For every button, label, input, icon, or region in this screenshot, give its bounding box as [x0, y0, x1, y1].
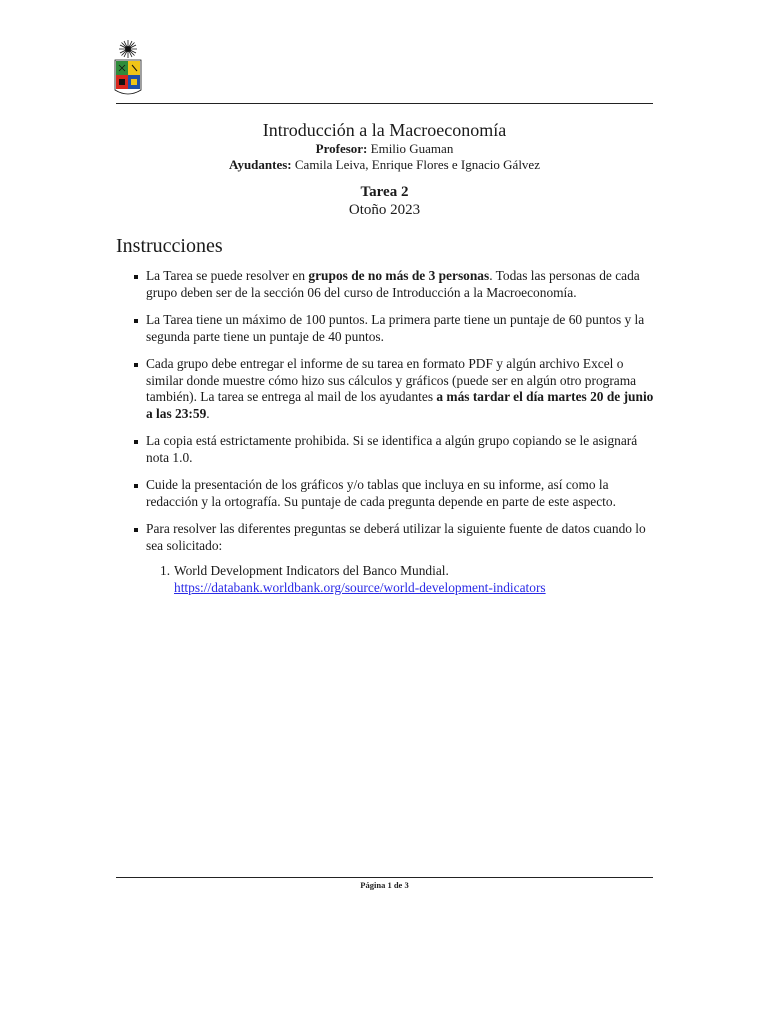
sun-icon	[119, 40, 137, 58]
data-source-list	[146, 563, 656, 596]
instruction-item-copying	[116, 433, 656, 466]
professor-line	[116, 141, 653, 157]
instruction-item-groups	[116, 268, 656, 301]
data-source-link[interactable]: https://databank.worldbank.org/source/world-development-indicators	[174, 579, 546, 595]
instructions-list	[116, 268, 656, 607]
instruction-text: La copia está estrictamente prohibida. Si se identifica a algún grupo copiando se le asignará nota 1.0.	[146, 433, 638, 465]
instruction-text: Cuide la presentación de los gráficos y/o tablas que incluya en su informe, así como la redacción y la ortografía. Su puntaje de cada pregunta depende en parte de este aspecto.	[146, 477, 616, 509]
term-label: Otoño 2023	[348, 202, 421, 218]
footer-divider	[116, 877, 653, 878]
bullet-icon	[134, 319, 138, 323]
page-number: Página 1 de 3	[360, 880, 409, 890]
data-source-item	[146, 563, 656, 596]
list-number: 1.	[160, 563, 171, 578]
instruction-item-points	[116, 312, 656, 345]
professor-label: Profesor:	[315, 141, 368, 156]
instruction-item-submission	[116, 356, 656, 422]
bullet-icon	[134, 275, 138, 279]
instruction-text: La Tarea tiene un máximo de 100 puntos. La primera parte tiene un puntaje de 60 puntos y la segunda parte tiene un puntaje de 40 puntos.	[146, 312, 645, 344]
data-source-title: World Development Indicators del Banco Mundial.	[174, 563, 449, 578]
bullet-icon	[134, 363, 138, 367]
instruction-text: .	[206, 405, 210, 421]
instructions-heading: Instrucciones	[116, 235, 223, 257]
professor-name: Emilio Guaman	[370, 141, 454, 156]
university-crest-logo	[113, 38, 143, 98]
instruction-text: La Tarea se puede resolver en	[146, 268, 309, 283]
bullet-icon	[134, 440, 138, 444]
assistants-label: Ayudantes:	[229, 157, 292, 172]
instruction-item-data-source	[116, 521, 656, 596]
assistants-line	[116, 157, 653, 173]
instruction-item-presentation	[116, 477, 656, 510]
instruction-text: . Todas las personas de cada grupo deben ser de la sección 06 del curso de Introducción a la Macroeconomía.	[146, 268, 640, 300]
bullet-icon	[134, 528, 138, 532]
course-title: Introducción a la Macroeconomía	[262, 120, 507, 140]
title-block	[116, 119, 653, 219]
assistants-names: Camila Leiva, Enrique Flores e Ignacio Gálvez	[294, 157, 540, 172]
instruction-text: Cada grupo debe entregar el informe de su tarea en formato PDF y algún archivo Excel o similar donde muestre cómo hizo sus cálculos y gráficos (puede ser en algún otro programa también). La tarea se entrega al mail de los ayudantes	[146, 356, 637, 404]
assignment-title: Tarea 2	[360, 184, 409, 200]
instruction-bold-text: a más tardar el día martes 20 de junio a las 23:59	[146, 389, 654, 421]
bullet-icon	[134, 484, 138, 488]
instruction-text: Para resolver las diferentes preguntas se deberá utilizar la siguiente fuente de datos cuando lo sea solicitado:	[146, 521, 646, 553]
header-divider	[116, 103, 653, 104]
instruction-bold-text: grupos de no más de 3 personas	[308, 268, 490, 283]
shield-icon	[115, 60, 141, 94]
